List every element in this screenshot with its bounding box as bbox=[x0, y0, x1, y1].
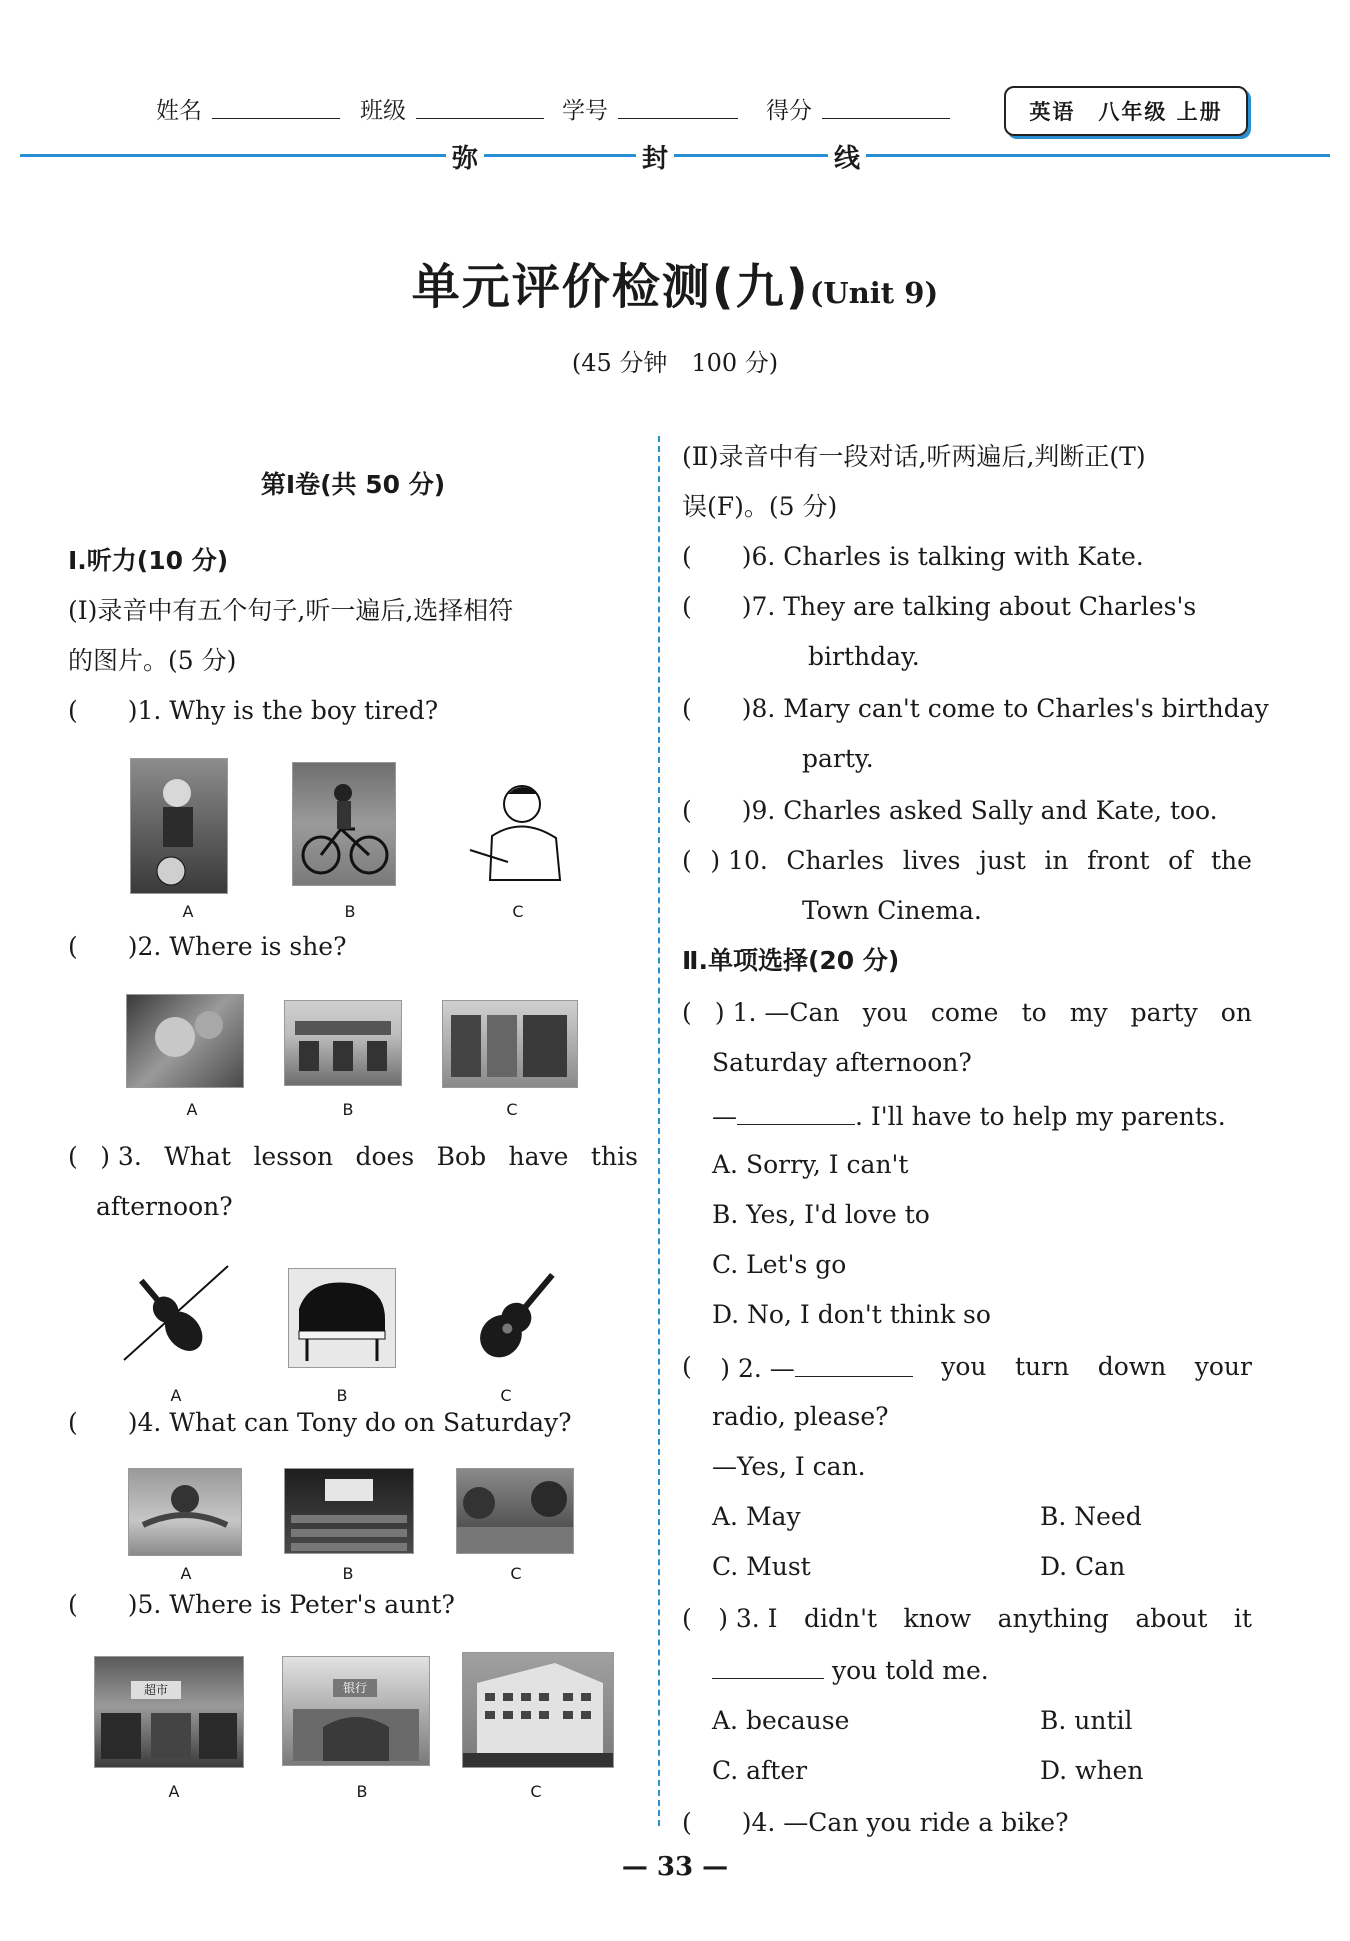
listening-part2-instruction-cont: 误(F)。(5 分) bbox=[682, 492, 838, 521]
picture-q3-b-piano bbox=[288, 1268, 396, 1368]
score-field[interactable] bbox=[822, 118, 950, 119]
picture-q2-c-store bbox=[442, 1000, 578, 1088]
section-multiple-choice-heading: Ⅱ.单项选择(20 分) bbox=[682, 946, 900, 975]
title-main: 单元评价检测(九) bbox=[411, 259, 810, 315]
student-writing-icon bbox=[456, 776, 578, 884]
class-label: 班级 bbox=[360, 98, 406, 124]
title-unit: (Unit 9) bbox=[809, 276, 939, 310]
picture-q1-a-playing-soccer bbox=[130, 758, 228, 894]
listening-question-5: ( )5. Where is Peter's aunt? bbox=[68, 1590, 455, 1619]
name-label: 姓名 bbox=[156, 98, 202, 124]
picture-q5-b-bank bbox=[282, 1656, 430, 1766]
mc-question-2-cont: radio, please? bbox=[712, 1402, 889, 1431]
option-label-q1-c: C bbox=[512, 902, 524, 921]
option-label-q5-b: B bbox=[356, 1782, 368, 1801]
tf-question-7: ( )7. They are talking about Charles's bbox=[682, 592, 1197, 621]
building-entrance-icon bbox=[285, 1001, 401, 1085]
mc2-option-b: B. Need bbox=[1040, 1502, 1142, 1531]
mc-question-3: ( ) 3. I didn't know anything about it bbox=[682, 1604, 1252, 1633]
column-divider bbox=[658, 436, 660, 1826]
mc2-option-c: C. Must bbox=[712, 1552, 811, 1581]
mc-question-2-blank[interactable] bbox=[795, 1352, 913, 1377]
listening-question-2: ( )2. Where is she? bbox=[68, 932, 347, 961]
class-field[interactable] bbox=[416, 118, 544, 119]
bicycle-icon bbox=[293, 763, 395, 885]
tall-building-icon bbox=[463, 1653, 613, 1767]
picture-q3-c-guitar bbox=[462, 1262, 572, 1372]
tf-question-7-cont: birthday. bbox=[808, 642, 920, 671]
option-label-q3-b: B bbox=[336, 1386, 348, 1405]
piano-icon bbox=[289, 1269, 395, 1367]
tf-question-8-cont: party. bbox=[802, 744, 874, 773]
option-label-q4-a: A bbox=[180, 1564, 192, 1583]
option-label-q2-a: A bbox=[186, 1100, 198, 1119]
mc-question-2: ( ) 2. — you turn down your bbox=[682, 1352, 1252, 1383]
mc-question-4: ( )4. —Can you ride a bike? bbox=[682, 1808, 1069, 1837]
page-number: — 33 — bbox=[621, 1852, 729, 1882]
option-label-q2-c: C bbox=[506, 1100, 518, 1119]
seal-char-1: 弥 bbox=[446, 138, 484, 175]
option-label-q2-b: B bbox=[342, 1100, 354, 1119]
child-soccer-icon bbox=[131, 759, 227, 893]
storefront-icon bbox=[95, 1657, 243, 1767]
mc3-option-c: C. after bbox=[712, 1756, 808, 1785]
mc-question-3-cont: you told me. bbox=[712, 1654, 989, 1686]
listening-question-1: ( )1. Why is the boy tired? bbox=[68, 696, 439, 725]
girl-face-icon bbox=[127, 995, 243, 1087]
mc-question-3-blank[interactable] bbox=[712, 1654, 824, 1679]
picture-q5-c-hospital bbox=[462, 1652, 614, 1768]
option-label-q5-c: C bbox=[530, 1782, 542, 1801]
mc2-option-a: A. May bbox=[712, 1502, 801, 1531]
name-field[interactable] bbox=[212, 118, 340, 119]
exam-duration: (45 分钟 100 分) bbox=[571, 349, 779, 377]
section-listening-heading: Ⅰ.听力(10 分) bbox=[68, 546, 229, 575]
bank-sign: 银行 bbox=[333, 1679, 377, 1697]
option-label-q4-c: C bbox=[510, 1564, 522, 1583]
page-title bbox=[0, 248, 1350, 317]
mc3-option-b: B. until bbox=[1040, 1706, 1133, 1735]
option-label-q1-b: B bbox=[344, 902, 356, 921]
cinema-hall-icon bbox=[285, 1469, 413, 1553]
shop-shelves-icon bbox=[443, 1001, 577, 1087]
tf-question-9: ( )9. Charles asked Sally and Kate, too. bbox=[682, 796, 1218, 825]
option-label-q1-a: A bbox=[182, 902, 194, 921]
picture-q2-b-building bbox=[284, 1000, 402, 1086]
mc3-option-d: D. when bbox=[1040, 1756, 1144, 1785]
seal-char-2: 封 bbox=[636, 138, 674, 175]
violin-icon bbox=[116, 1262, 234, 1372]
listening-question-4: ( )4. What can Tony do on Saturday? bbox=[68, 1408, 572, 1437]
mc1-option-c: C. Let's go bbox=[712, 1250, 847, 1279]
picture-q5-a-supermarket bbox=[94, 1656, 244, 1768]
listening-question-3: ( ) 3. What lesson does Bob have this bbox=[68, 1142, 638, 1171]
bank-building-icon bbox=[283, 1657, 429, 1765]
guitar-icon bbox=[462, 1262, 572, 1372]
mc2-option-d: D. Can bbox=[1040, 1552, 1126, 1581]
tf-question-10: ( ) 10. Charles lives just in front of the bbox=[682, 846, 1252, 875]
tf-question-6: ( )6. Charles is talking with Kate. bbox=[682, 542, 1144, 571]
mc1-option-b: B. Yes, I'd love to bbox=[712, 1200, 930, 1229]
option-label-q3-c: C bbox=[500, 1386, 512, 1405]
book-tag: 英语 八年级 上册 bbox=[1004, 86, 1248, 136]
picture-q1-c-studying bbox=[456, 776, 578, 884]
score-label: 得分 bbox=[766, 98, 812, 124]
picture-q1-b-riding-bike bbox=[292, 762, 396, 886]
volume-heading: 第Ⅰ卷(共 50 分) bbox=[260, 470, 446, 499]
tf-question-8: ( )8. Mary can't come to Charles's birthday bbox=[682, 694, 1269, 723]
listening-part1-instruction: (Ⅰ)录音中有五个句子,听一遍后,选择相符 bbox=[68, 596, 514, 625]
option-label-q4-b: B bbox=[342, 1564, 354, 1583]
park-trees-icon bbox=[457, 1469, 573, 1553]
mc-question-1-blank[interactable] bbox=[737, 1100, 855, 1125]
picture-q4-b-cinema bbox=[284, 1468, 414, 1554]
option-label-q3-a: A bbox=[170, 1386, 182, 1405]
picture-q4-a-swimming bbox=[128, 1468, 242, 1556]
option-label-q5-a: A bbox=[168, 1782, 180, 1801]
seal-line bbox=[20, 154, 1330, 157]
mc-question-1: ( ) 1. —Can you come to my party on bbox=[682, 998, 1252, 1027]
mc3-option-a: A. because bbox=[712, 1706, 850, 1735]
mc1-option-a: A. Sorry, I can't bbox=[712, 1150, 909, 1179]
tf-question-10-cont: Town Cinema. bbox=[802, 896, 982, 925]
seal-char-3: 线 bbox=[828, 138, 866, 175]
mc1-option-d: D. No, I don't think so bbox=[712, 1300, 991, 1329]
student-id-field[interactable] bbox=[618, 118, 738, 119]
listening-part2-instruction: (Ⅱ)录音中有一段对话,听两遍后,判断正(T) bbox=[682, 442, 1146, 471]
mc-question-2-response: —Yes, I can. bbox=[712, 1452, 866, 1481]
listening-part1-instruction-cont: 的图片。(5 分) bbox=[68, 646, 237, 675]
supermarket-sign: 超市 bbox=[131, 1681, 181, 1699]
student-id-label: 学号 bbox=[562, 98, 608, 124]
mc-question-1-cont: Saturday afternoon? bbox=[712, 1048, 972, 1077]
mc-question-1-response: — . I'll have to help my parents. bbox=[712, 1102, 1226, 1131]
picture-q3-a-violin bbox=[116, 1262, 234, 1372]
listening-question-3-cont: afternoon? bbox=[96, 1192, 233, 1221]
swimmer-icon bbox=[129, 1469, 241, 1555]
picture-q2-a-girl bbox=[126, 994, 244, 1088]
picture-q4-c-park bbox=[456, 1468, 574, 1554]
